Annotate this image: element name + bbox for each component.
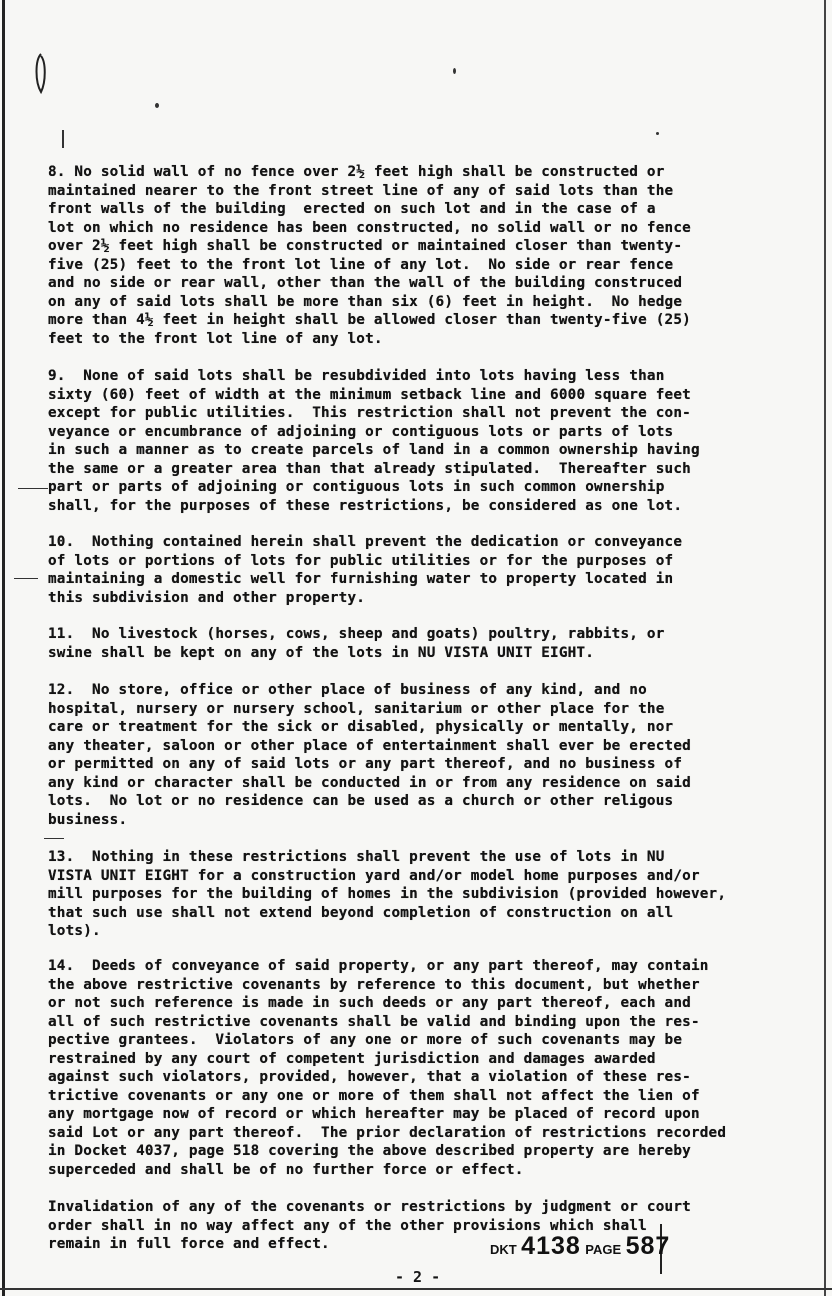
docket-page-number: 587 [625, 1232, 671, 1260]
scan-speck [155, 103, 159, 108]
paragraph-11: 11. No livestock (horses, cows, sheep and goats) poultry, rabbits, or swine shall be kept on any of the lots in NU VISTA UNIT EIGHT. [48, 626, 665, 661]
paragraph-9: 9. None of said lots shall be resubdivided into lots having less than sixty (60) feet of width at the minimum setback line and 6000 square feet except for public utilities. This restriction shall not prevent the con- veyance or encumbrance of adjoining or contiguous lots or parts of lots in such a manner as to create parcels of land in a common ownership having the same or a greater area than that already stipulated. Thereafter such part or parts of adjoining or contiguous lots in such common ownership shall, for the purposes of these restrictions, be considered as one lot. [48, 368, 700, 514]
paragraph-14: 14. Deeds of conveyance of said property, or any part thereof, may contain the above restrictive covenants by reference to this document, but whether or not such reference is made in such deeds or any part thereof, each and all of such restrictive covenants shall be valid and binding upon the res- pective grantees. Violators of any one or more of such covenants may be restrained by any court of competent jurisdiction and damages awarded against such violators, provided, however, that a violation of these res- trictive covenants or any one or more of them shall not affect the lien of any mortgage now of record or which hereafter may be placed of record upon said Lot or any part thereof. The prior declaration of restrictions recorded in Docket 4037, page 518 covering the above described property are hereby superceded and shall be of no further force or effect. [48, 958, 727, 1178]
page-number: - 2 - [395, 1268, 441, 1286]
scan-bottom-edge [0, 1288, 832, 1290]
page-label: PAGE [585, 1242, 622, 1257]
scan-speck [656, 132, 659, 135]
docket-stamp [490, 1232, 670, 1261]
scan-dash [44, 838, 64, 839]
paragraph-13: 13. Nothing in these restrictions shall prevent the use of lots in NU VISTA UNIT EIGHT for a construction yard and/or model home purposes and/or mill purposes for the building of homes in the subdivision (provided however, that such use shall not extend beyond completion of construction on all lots). [48, 849, 727, 939]
scan-speck [453, 68, 456, 74]
scan-dash [14, 578, 38, 579]
scan-dash [18, 488, 48, 489]
scan-left-edge [2, 0, 5, 1296]
scan-speck [62, 130, 64, 148]
scan-right-edge [824, 0, 826, 1296]
docket-label: DKT [490, 1242, 517, 1257]
paper-clip-mark [32, 52, 50, 96]
paragraph-10: 10. Nothing contained herein shall prevent the dedication or conveyance of lots or portions of lots for public utilities or for the purposes of maintaining a domestic well for furnishing water to property located in this subdivision and other property. [48, 534, 683, 606]
paragraph-12: 12. No store, office or other place of business of any kind, and no hospital, nursery or nursery school, sanitarium or other place for the care or treatment for the sick or disabled, physically or mentally, nor any theater, saloon or other place of entertainment shall ever be erected or permitted on any of said lots or any part thereof, and no business of any kind or character shall be conducted in or from any residence on said lots. No lot or no residence can be used as a church or other religous business. [48, 682, 691, 828]
paragraph-invalidation: Invalidation of any of the covenants or restrictions by judgment or court order shall in no way affect any of the other provisions which shall remain in full force and effect. [48, 1199, 691, 1252]
paragraph-8: 8. No solid wall of no fence over 2½ feet high shall be constructed or maintained nearer to the front street line of any of said lots than the front walls of the building erected on such lot and in the case of a lot on which no residence has been constructed, no solid wall or no fence over 2½ feet high shall be constructed or maintained closer than twenty- five (25) feet to the front lot line of any lot. No side or rear fence and no side or rear wall, other than the wall of the building construced on any of said lots shall be more than six (6) feet in height. No hedge more than 4½ feet in height shall be allowed closer than twenty-five (25) feet to the front lot line of any lot. [48, 164, 691, 347]
docket-number: 4138 [521, 1232, 581, 1260]
